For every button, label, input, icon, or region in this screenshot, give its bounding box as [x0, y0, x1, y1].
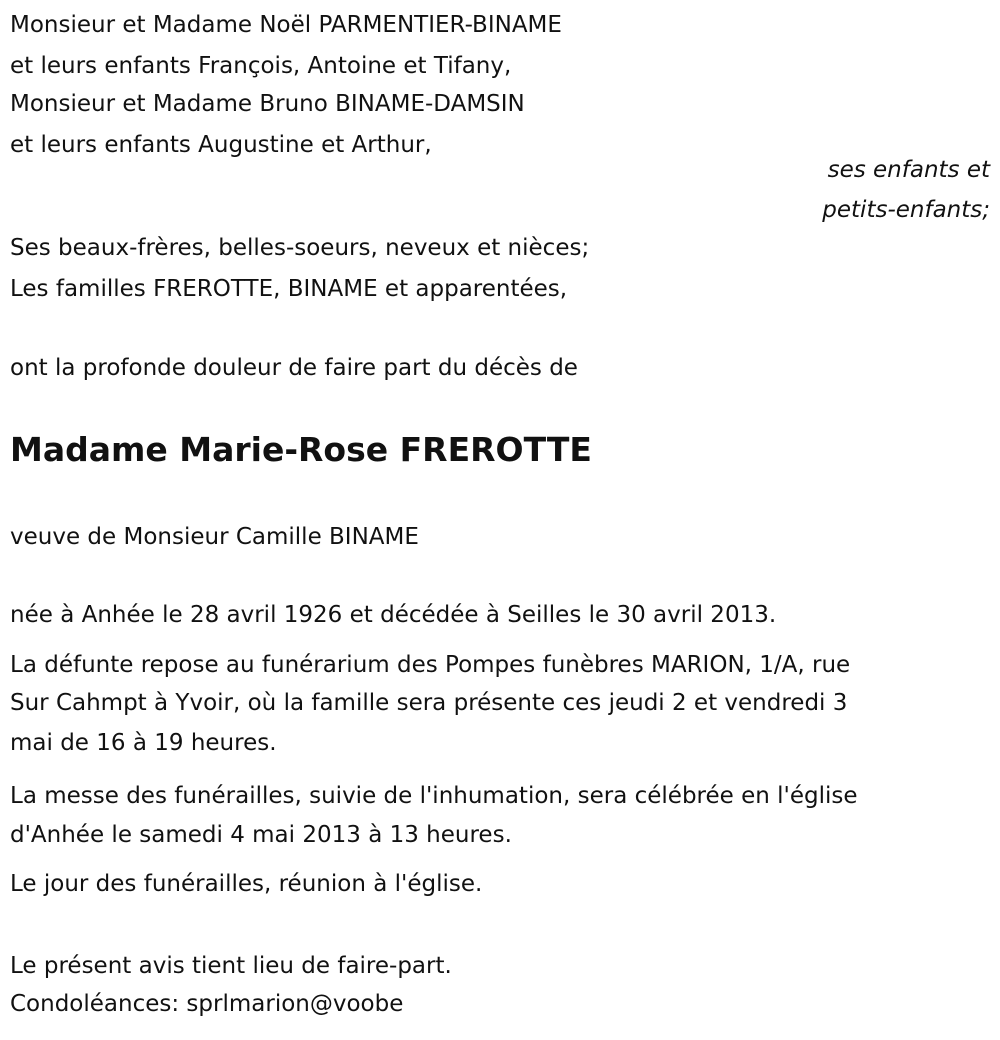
- condolences: Condoléances: sprlmarion@voobe: [10, 991, 404, 1017]
- repose-line: mai de 16 à 19 heures.: [10, 730, 277, 756]
- meeting-info: Le jour des funérailles, réunion à l'église.: [10, 871, 483, 897]
- family-line: et leurs enfants François, Antoine et Tifany,: [10, 53, 512, 79]
- repose-line: Sur Cahmpt à Yvoir, où la famille sera présente ces jeudi 2 et vendredi 3: [10, 690, 848, 716]
- birth-death-dates: née à Anhée le 28 avril 1926 et décédée à Seilles le 30 avril 2013.: [10, 602, 777, 628]
- repose-line: La défunte repose au funérarium des Pompes funèbres MARION, 1/A, rue: [10, 652, 851, 678]
- others-line: Les familles FREROTTE, BINAME et apparentées,: [10, 276, 568, 302]
- family-line: Monsieur et Madame Bruno BINAME-DAMSIN: [10, 91, 525, 117]
- family-line: et leurs enfants Augustine et Arthur,: [10, 132, 432, 158]
- widow-of: veuve de Monsieur Camille BINAME: [10, 524, 419, 550]
- others-line: Ses beaux-frères, belles-soeurs, neveux et nièces;: [10, 235, 590, 261]
- relation-line: petits-enfants;: [822, 197, 990, 223]
- relation-line: ses enfants et: [827, 157, 990, 183]
- announcement: ont la profonde douleur de faire part du décès de: [10, 355, 578, 381]
- family-line: Monsieur et Madame Noël PARMENTIER-BINAME: [10, 12, 562, 38]
- mass-line: d'Anhée le samedi 4 mai 2013 à 13 heures.: [10, 822, 512, 848]
- mass-line: La messe des funérailles, suivie de l'inhumation, sera célébrée en l'église: [10, 783, 858, 809]
- notice: Le présent avis tient lieu de faire-part.: [10, 953, 452, 979]
- deceased-name: Madame Marie-Rose FREROTTE: [10, 430, 592, 469]
